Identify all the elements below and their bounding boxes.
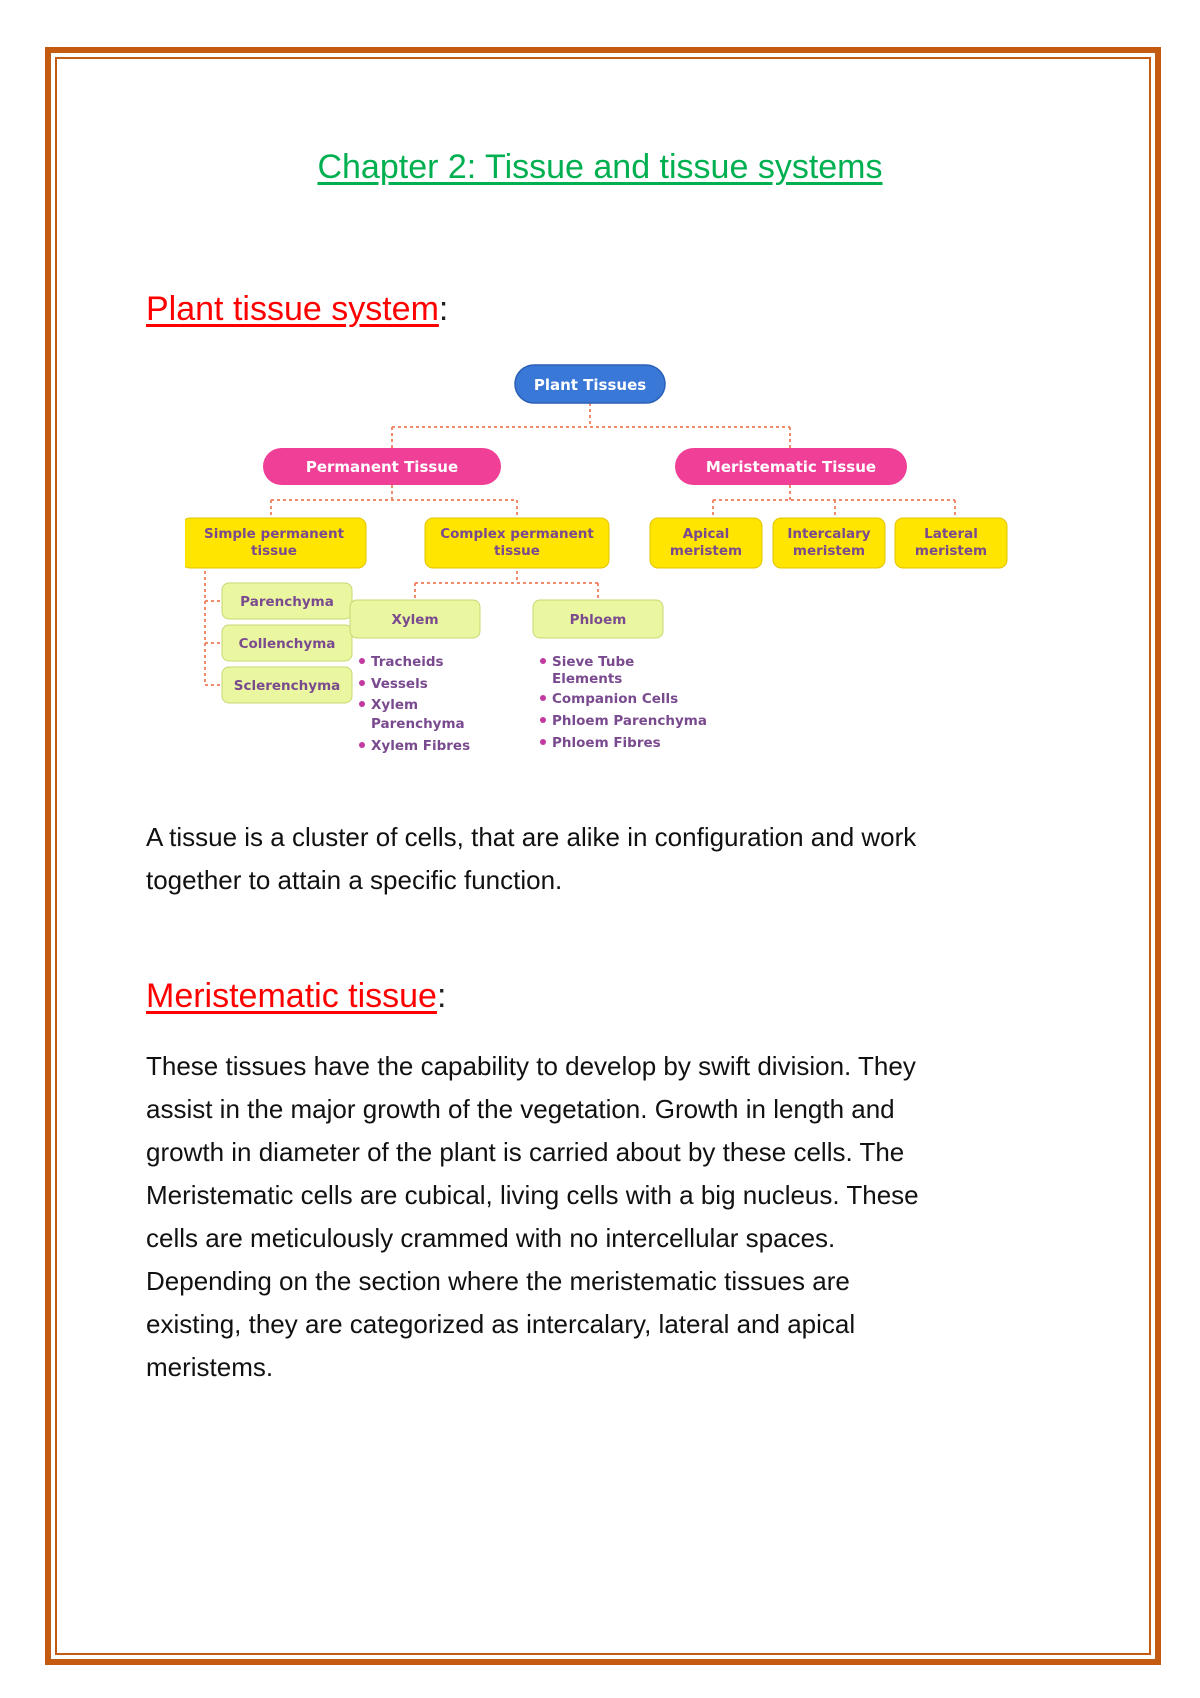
apical-label-1: Apical (682, 526, 730, 542)
apical-label-2: meristem (669, 543, 743, 559)
complex-permanent-label-2: tissue (494, 543, 540, 559)
meristematic-heading-text: Meristematic tissue (146, 977, 437, 1015)
simple-permanent-label-1: Simple permanent (203, 526, 345, 542)
phloem-item-elements: Elements (552, 671, 623, 687)
meristem-line-5: cells are meticulously crammed with no intercellular spaces. (146, 1223, 836, 1253)
permanent-tissue-label: Permanent Tissue (305, 458, 459, 476)
plant-tissue-heading-text: Plant tissue system (146, 290, 439, 328)
phloem-label: Phloem (569, 612, 627, 628)
collenchyma-label: Collenchyma (238, 636, 336, 652)
xylem-item-tracheids: Tracheids (371, 654, 444, 670)
meristem-line-2: assist in the major growth of the vegetation. Growth in length and (146, 1094, 895, 1124)
parenchyma-label: Parenchyma (240, 594, 334, 610)
complex-permanent-label-1: Complex permanent (440, 526, 594, 542)
meristematic-paragraph (146, 1045, 1046, 1389)
meristematic-heading (146, 977, 446, 1016)
phloem-item-parenchyma: Phloem Parenchyma (552, 713, 707, 729)
simple-permanent-label-2: tissue (251, 543, 297, 559)
meristematic-heading-colon: : (436, 977, 447, 1015)
intercalary-label-2: meristem (792, 543, 866, 559)
intro-line-1: A tissue is a cluster of cells, that are alike in configuration and work (146, 822, 917, 852)
root-label: Plant Tissues (533, 376, 647, 394)
phloem-item-fibres: Phloem Fibres (552, 735, 661, 751)
meristem-line-4: Meristematic cells are cubical, living cells with a big nucleus. These (146, 1180, 919, 1210)
plant-tissues-diagram (185, 355, 1045, 795)
intercalary-label-1: Intercalary (787, 526, 871, 542)
intro-line-2: together to attain a specific function. (146, 865, 563, 895)
sclerenchyma-label: Sclerenchyma (233, 678, 341, 694)
meristematic-tissue-label: Meristematic Tissue (705, 458, 877, 476)
lateral-label-2: meristem (914, 543, 988, 559)
meristem-line-1: These tissues have the capability to develop by swift division. They (146, 1051, 916, 1081)
xylem-item-xylem: Xylem (371, 697, 419, 713)
xylem-item-parenchyma: Parenchyma (371, 716, 465, 732)
xylem-label: Xylem (391, 612, 439, 628)
meristem-line-6: Depending on the section where the meristematic tissues are (146, 1266, 850, 1296)
phloem-bullets (540, 658, 546, 745)
meristem-line-7: existing, they are categorized as intercalary, lateral and apical (146, 1309, 856, 1339)
lateral-label-1: Lateral (924, 526, 978, 542)
phloem-item-sieve-tube: Sieve Tube (552, 654, 635, 670)
intro-paragraph (146, 816, 1046, 902)
xylem-bullets (359, 658, 365, 748)
meristem-line-8: meristems. (146, 1352, 274, 1382)
xylem-item-fibres: Xylem Fibres (371, 738, 471, 754)
phloem-item-companion: Companion Cells (552, 691, 679, 707)
xylem-item-vessels: Vessels (371, 676, 428, 692)
meristem-line-3: growth in diameter of the plant is carried about by these cells. The (146, 1137, 905, 1167)
plant-tissue-heading (146, 290, 448, 329)
plant-tissue-heading-colon: : (438, 290, 449, 328)
chapter-title: Chapter 2: Tissue and tissue systems (317, 148, 883, 186)
